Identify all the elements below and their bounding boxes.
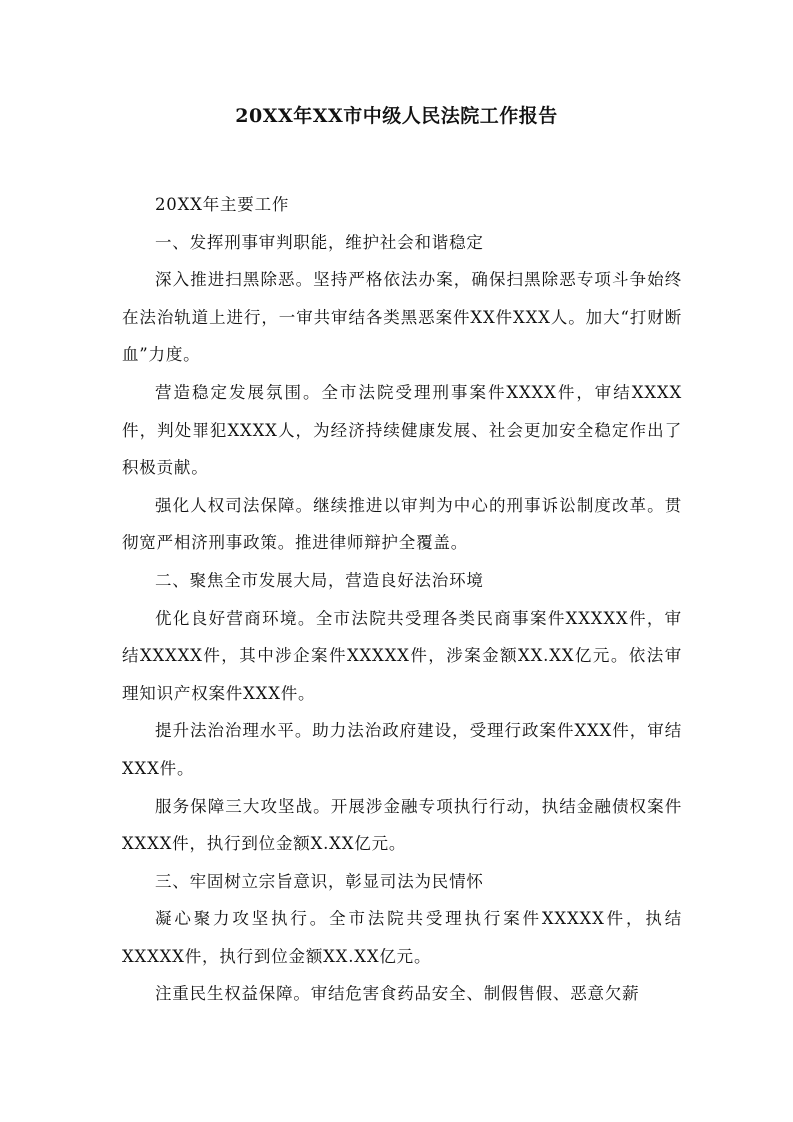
section-heading-development: 二、聚焦全市发展大局，营造良好法治环境 <box>155 570 484 590</box>
paragraph-anti-gang: 深入推进扫黑除恶。坚持严格依法办案，确保扫黑除恶专项斗争始终在法治轨道上进行，一审共审结各类黑恶案件XX件XXX人。加大“打财断血”力度。 <box>122 270 682 365</box>
paragraph-livelihood: 注重民生权益保障。审结危害食药品安全、制假售假、恶意欠薪 <box>155 984 640 1004</box>
section-heading-people: 三、牢固树立宗旨意识，彰显司法为民情怀 <box>155 871 484 891</box>
section-heading-main-work: 20XX年主要工作 <box>155 195 290 214</box>
document-body <box>122 186 682 1013</box>
section-heading-criminal: 一、发挥刑事审判职能，维护社会和谐稳定 <box>155 232 484 252</box>
paragraph-enforcement: 凝心聚力攻坚执行。全市法院共受理执行案件XXXXX件，执结XXXXX件，执行到位金额XX.XX亿元。 <box>122 909 682 966</box>
paragraph-human-rights: 强化人权司法保障。继续推进以审判为中心的刑事诉讼制度改革。贯彻宽严相济刑事政策。推进律师辩护全覆盖。 <box>122 495 682 553</box>
paragraph-business-environment: 优化良好营商环境。全市法院共受理各类民商事案件XXXXX件，审结XXXXX件，其中涉企案件XXXXX件，涉案金额XX.XX亿元。依法审理知识产权案件XXX件。 <box>122 608 682 703</box>
paragraph-three-battles: 服务保障三大攻坚战。开展涉金融专项执行行动，执结金融债权案件XXXX件，执行到位金额X.XX亿元。 <box>122 796 682 854</box>
paragraph-governance: 提升法治治理水平。助力法治政府建设，受理行政案件XXX件，审结XXX件。 <box>122 721 682 778</box>
document-title: 20XX年XX市中级人民法院工作报告 <box>235 105 558 127</box>
paragraph-stability: 营造稳定发展氛围。全市法院受理刑事案件XXXX件，审结XXXX件，判处罪犯XXXX人，为经济持续健康发展、社会更加安全稳定作出了积极贡献。 <box>122 382 682 478</box>
